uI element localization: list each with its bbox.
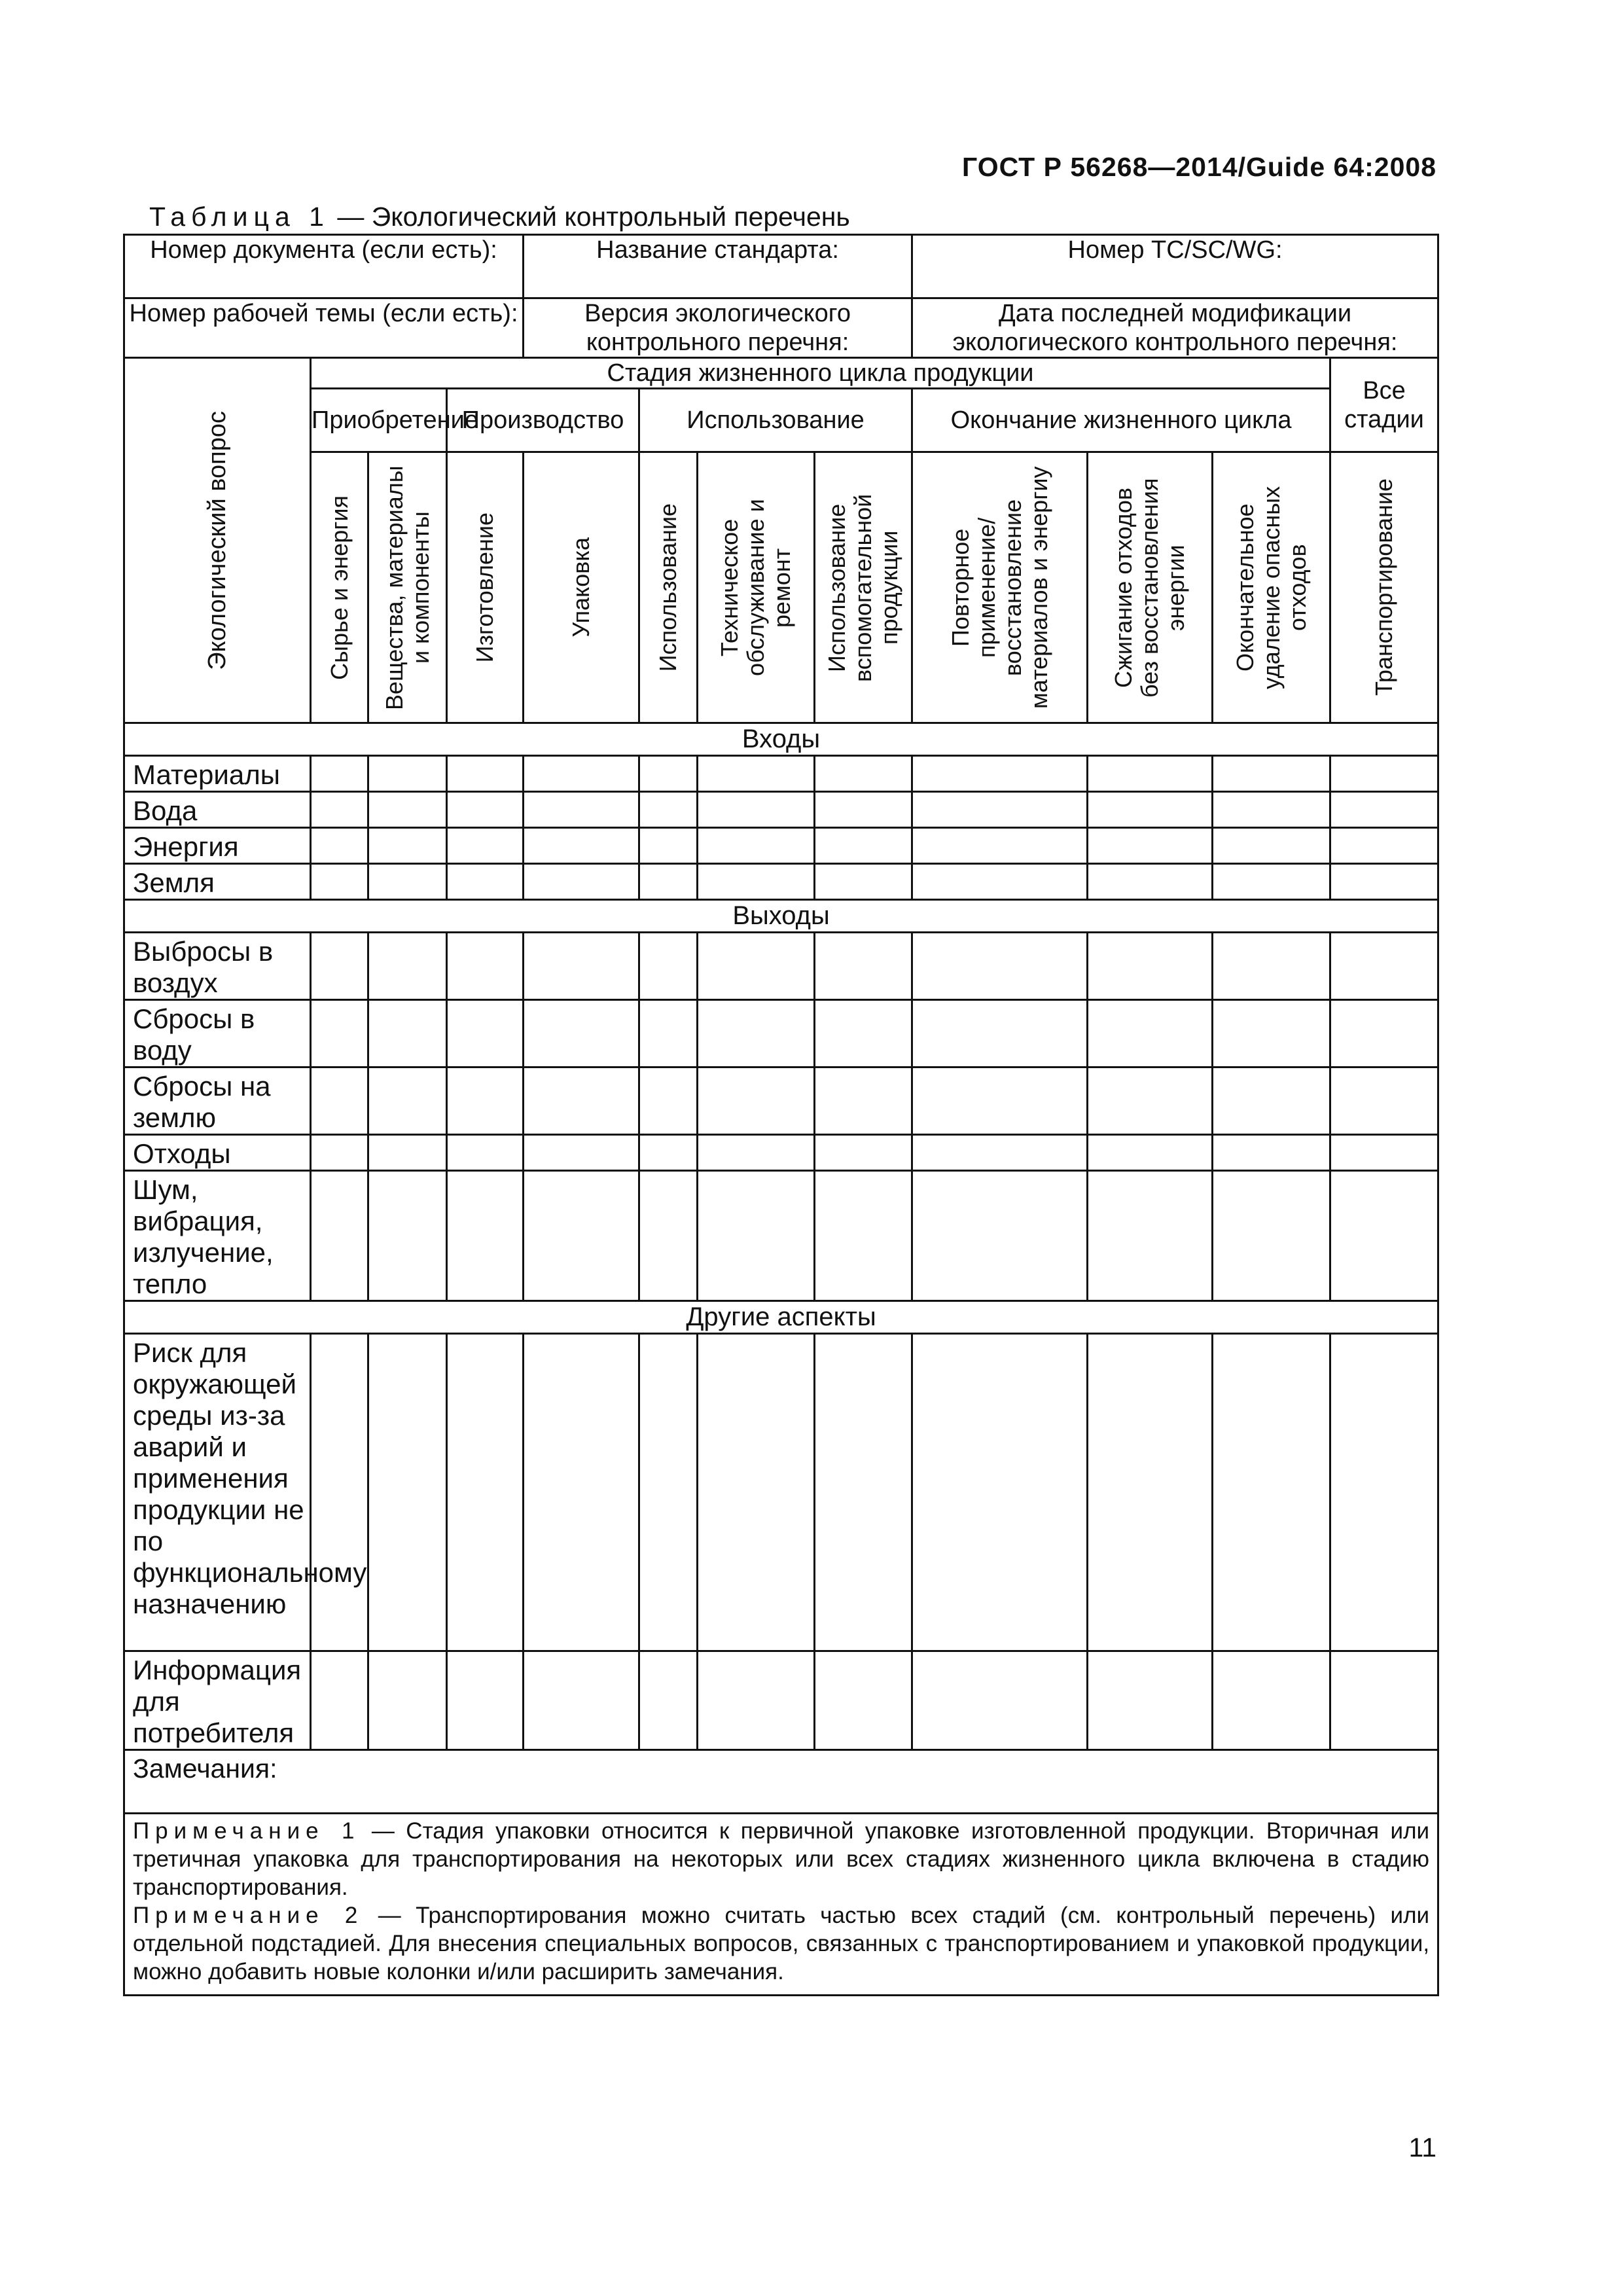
table-cell[interactable] bbox=[447, 1135, 524, 1171]
subcol-reuse bbox=[912, 452, 1088, 723]
row-label-materials: Материалы bbox=[124, 756, 311, 792]
table-cell[interactable] bbox=[1330, 1067, 1438, 1135]
table-cell[interactable] bbox=[311, 1135, 368, 1171]
table-cell[interactable] bbox=[815, 828, 912, 864]
table-cell[interactable] bbox=[1213, 1171, 1330, 1301]
table-cell[interactable] bbox=[1213, 1651, 1330, 1750]
note-1 bbox=[133, 1817, 1429, 1901]
table-cell[interactable] bbox=[698, 828, 815, 864]
production-header: Производство bbox=[447, 389, 639, 452]
use-header: Использование bbox=[639, 389, 912, 452]
env-issue-label: Экологический вопрос bbox=[204, 410, 231, 670]
subcol-auxiliary bbox=[815, 452, 912, 723]
table-cell[interactable] bbox=[1330, 1171, 1438, 1301]
table-cell[interactable] bbox=[447, 933, 524, 1000]
table-cell[interactable] bbox=[912, 1334, 1088, 1651]
table-cell[interactable] bbox=[1088, 1067, 1213, 1135]
checklist-version-cell: Версия экологического контрольного перечня: bbox=[524, 298, 912, 358]
table-cell[interactable] bbox=[524, 1171, 639, 1301]
table-cell[interactable] bbox=[912, 756, 1088, 792]
table-cell[interactable] bbox=[639, 828, 698, 864]
table-cell[interactable] bbox=[698, 1135, 815, 1171]
table-cell[interactable] bbox=[698, 1651, 815, 1750]
table-cell[interactable] bbox=[311, 792, 368, 828]
table-cell[interactable] bbox=[698, 792, 815, 828]
table-cell[interactable] bbox=[311, 756, 368, 792]
tc-number-cell: Номер TC/SC/WG: bbox=[912, 235, 1438, 298]
table-cell[interactable] bbox=[815, 1135, 912, 1171]
table-cell[interactable] bbox=[311, 1171, 368, 1301]
table-cell[interactable] bbox=[1330, 756, 1438, 792]
environmental-checklist-table bbox=[123, 234, 1439, 1996]
table-cell[interactable] bbox=[1088, 864, 1213, 900]
table-cell[interactable] bbox=[311, 828, 368, 864]
table-cell[interactable] bbox=[368, 933, 447, 1000]
table-cell[interactable] bbox=[311, 1000, 368, 1067]
table-cell[interactable] bbox=[815, 1171, 912, 1301]
table-cell[interactable] bbox=[1213, 1334, 1330, 1651]
table-cell[interactable] bbox=[639, 864, 698, 900]
table-cell[interactable] bbox=[447, 756, 524, 792]
table-cell[interactable] bbox=[524, 1334, 639, 1651]
lifecycle-header: Стадия жизненного цикла продукции bbox=[311, 358, 1330, 389]
table-cell[interactable] bbox=[912, 792, 1088, 828]
table-cell[interactable] bbox=[912, 1000, 1088, 1067]
table-cell[interactable] bbox=[368, 1334, 447, 1651]
subcol-label: Сжигание отходов без восстановления энергии bbox=[1110, 477, 1190, 698]
table-cell[interactable] bbox=[639, 1334, 698, 1651]
table-cell[interactable] bbox=[368, 864, 447, 900]
table-caption-prefix: Таблица 1 bbox=[149, 202, 330, 232]
section-other-aspects: Другие аспекты bbox=[124, 1301, 1438, 1334]
table-cell[interactable] bbox=[368, 756, 447, 792]
subcol-packaging bbox=[524, 452, 639, 723]
table-cell[interactable] bbox=[368, 1135, 447, 1171]
table-cell[interactable] bbox=[698, 933, 815, 1000]
subcol-label: Повторное применение/восстановление материалов и энергиу bbox=[946, 466, 1052, 709]
subcol-label: Транспортирование bbox=[1370, 478, 1398, 696]
table-cell[interactable] bbox=[698, 1000, 815, 1067]
table-cell[interactable] bbox=[639, 1171, 698, 1301]
table-cell[interactable] bbox=[698, 756, 815, 792]
table-cell[interactable] bbox=[447, 864, 524, 900]
table-cell[interactable] bbox=[639, 1135, 698, 1171]
table-cell[interactable] bbox=[912, 828, 1088, 864]
last-modified-cell: Дата последней модификации экологического контрольного перечня: bbox=[912, 298, 1438, 358]
notes-cell bbox=[124, 1814, 1438, 1996]
table-cell[interactable] bbox=[1213, 864, 1330, 900]
table-cell[interactable] bbox=[639, 756, 698, 792]
note-2 bbox=[133, 1901, 1429, 1986]
subcol-label: Техническое обслуживание и ремонт bbox=[716, 499, 796, 676]
section-outputs: Выходы bbox=[124, 900, 1438, 933]
table-cell[interactable] bbox=[1330, 1000, 1438, 1067]
table-cell[interactable] bbox=[368, 792, 447, 828]
subcol-maintenance bbox=[698, 452, 815, 723]
subcol-use bbox=[639, 452, 698, 723]
subcol-raw-materials bbox=[311, 452, 368, 723]
table-caption bbox=[149, 202, 850, 232]
table-cell[interactable] bbox=[1088, 933, 1213, 1000]
table-cell[interactable] bbox=[639, 792, 698, 828]
table-cell[interactable] bbox=[447, 1067, 524, 1135]
table-cell[interactable] bbox=[1088, 756, 1213, 792]
table-cell[interactable] bbox=[1330, 792, 1438, 828]
subcol-label: Сырье и энергия bbox=[325, 495, 353, 680]
row-label-waste: Отходы bbox=[124, 1135, 311, 1171]
document-header: ГОСТ Р 56268—2014/Guide 64:2008 bbox=[962, 152, 1436, 182]
table-cell[interactable] bbox=[815, 933, 912, 1000]
table-cell[interactable] bbox=[1088, 1171, 1213, 1301]
row-label-land: Земля bbox=[124, 864, 311, 900]
table-cell[interactable] bbox=[447, 1334, 524, 1651]
table-cell[interactable] bbox=[815, 1334, 912, 1651]
table-cell[interactable] bbox=[1088, 828, 1213, 864]
table-cell[interactable] bbox=[815, 1651, 912, 1750]
table-cell[interactable] bbox=[524, 1651, 639, 1750]
note-label: Примечание 1 bbox=[133, 1818, 361, 1844]
table-caption-title: — Экологический контрольный перечень bbox=[337, 202, 850, 232]
acquisition-header: Приобретение bbox=[311, 389, 447, 452]
table-cell[interactable] bbox=[639, 933, 698, 1000]
page-number: 11 bbox=[1408, 2132, 1436, 2162]
table-cell[interactable] bbox=[368, 828, 447, 864]
table-cell[interactable] bbox=[698, 864, 815, 900]
table-cell[interactable] bbox=[1213, 756, 1330, 792]
table-cell[interactable] bbox=[524, 1000, 639, 1067]
table-cell[interactable] bbox=[912, 1135, 1088, 1171]
row-label-accident-risk: Риск для окружающей среды из-за аварий и применения продукции не по функциональному назначению bbox=[124, 1334, 311, 1651]
env-issue-header bbox=[124, 358, 311, 723]
table-cell[interactable] bbox=[639, 1651, 698, 1750]
subcol-substances bbox=[368, 452, 447, 723]
table-cell[interactable] bbox=[524, 1135, 639, 1171]
row-label-energy: Энергия bbox=[124, 828, 311, 864]
table-cell[interactable] bbox=[698, 1171, 815, 1301]
table-cell[interactable] bbox=[1088, 1651, 1213, 1750]
subcol-label: Использование bbox=[654, 503, 682, 672]
table-cell[interactable] bbox=[311, 933, 368, 1000]
table-cell[interactable] bbox=[1213, 1000, 1330, 1067]
subcol-label: Упаковка bbox=[567, 537, 595, 637]
table-cell[interactable] bbox=[912, 933, 1088, 1000]
row-label-air-emissions: Выбросы в воздух bbox=[124, 933, 311, 1000]
table-cell[interactable] bbox=[368, 1000, 447, 1067]
table-cell[interactable] bbox=[639, 1067, 698, 1135]
note-text: — Стадия упаковки относится к первичной упаковке изготовленной продукции. Вторичная или третичная упаковка для транспортирования на некоторых или всех стадиях жизненного цикла включена в стадию транспортирования. bbox=[133, 1818, 1430, 1900]
note-label: Примечание 2 bbox=[133, 1903, 364, 1928]
table-cell[interactable] bbox=[1330, 1651, 1438, 1750]
table-cell[interactable] bbox=[524, 864, 639, 900]
table-cell[interactable] bbox=[815, 756, 912, 792]
subcol-label: Окончательное удаление опасных отходов bbox=[1231, 486, 1311, 689]
row-label-water: Вода bbox=[124, 792, 311, 828]
table-cell[interactable] bbox=[1088, 1334, 1213, 1651]
table-cell[interactable] bbox=[912, 864, 1088, 900]
table-cell[interactable] bbox=[1088, 1000, 1213, 1067]
subcol-final-disposal bbox=[1213, 452, 1330, 723]
subcol-label: Изготовление bbox=[471, 512, 499, 663]
table-cell[interactable] bbox=[1330, 1334, 1438, 1651]
table-cell[interactable] bbox=[447, 828, 524, 864]
table-cell[interactable] bbox=[1213, 1135, 1330, 1171]
table-cell[interactable] bbox=[524, 1067, 639, 1135]
table-cell[interactable] bbox=[815, 792, 912, 828]
note-text: — Транспортирования можно считать частью всех стадий (см. контрольный перечень) или отдельной подстадией. Для внесения специальных вопросов, связанных с транспортированием и упаковкой продукции, можно добавить новые колонки и/или расширить замечания. bbox=[133, 1903, 1430, 1984]
table-cell[interactable] bbox=[368, 1171, 447, 1301]
table-cell[interactable] bbox=[815, 1067, 912, 1135]
table-cell[interactable] bbox=[368, 1651, 447, 1750]
table-cell[interactable] bbox=[698, 1067, 815, 1135]
table-cell[interactable] bbox=[912, 1171, 1088, 1301]
table-cell[interactable] bbox=[1213, 792, 1330, 828]
subcol-incineration bbox=[1088, 452, 1213, 723]
table-cell[interactable] bbox=[311, 1067, 368, 1135]
remarks-label: Замечания: bbox=[133, 1753, 277, 1784]
table-cell[interactable] bbox=[698, 1334, 815, 1651]
table-cell[interactable] bbox=[311, 1334, 368, 1651]
end-of-life-header: Окончание жизненного цикла bbox=[912, 389, 1330, 452]
table-cell[interactable] bbox=[912, 1067, 1088, 1135]
standard-name-cell: Название стандарта: bbox=[524, 235, 912, 298]
subcol-label: Использование вспомогательной продукции bbox=[823, 493, 903, 682]
all-stages-header: Все стадии bbox=[1330, 358, 1438, 452]
table-cell[interactable] bbox=[447, 1171, 524, 1301]
table-cell[interactable] bbox=[368, 1067, 447, 1135]
row-label-land-discharge: Сбросы на землю bbox=[124, 1067, 311, 1135]
table-cell[interactable] bbox=[815, 1000, 912, 1067]
table-cell[interactable] bbox=[1213, 1067, 1330, 1135]
table-cell[interactable] bbox=[1088, 1135, 1213, 1171]
table-cell[interactable] bbox=[912, 1651, 1088, 1750]
subcol-transport bbox=[1330, 452, 1438, 723]
subcol-manufacturing bbox=[447, 452, 524, 723]
remarks-field[interactable] bbox=[124, 1750, 1438, 1814]
table-cell[interactable] bbox=[311, 864, 368, 900]
subcol-label: Вещества, материалы и компоненты bbox=[380, 465, 434, 710]
table-cell[interactable] bbox=[815, 864, 912, 900]
table-cell[interactable] bbox=[447, 1651, 524, 1750]
table-cell[interactable] bbox=[1330, 828, 1438, 864]
table-cell[interactable] bbox=[447, 1000, 524, 1067]
table-cell[interactable] bbox=[1330, 933, 1438, 1000]
row-label-consumer-info: Информация для потребителя bbox=[124, 1651, 311, 1750]
work-item-cell: Номер рабочей темы (если есть): bbox=[124, 298, 524, 358]
table-cell[interactable] bbox=[524, 792, 639, 828]
table-cell[interactable] bbox=[1330, 864, 1438, 900]
section-inputs: Входы bbox=[124, 723, 1438, 756]
table-cell[interactable] bbox=[447, 792, 524, 828]
row-label-noise: Шум, вибрация, излучение, тепло bbox=[124, 1171, 311, 1301]
table-cell[interactable] bbox=[1330, 1135, 1438, 1171]
table-cell[interactable] bbox=[524, 828, 639, 864]
table-cell[interactable] bbox=[1213, 828, 1330, 864]
table-cell[interactable] bbox=[311, 1651, 368, 1750]
table-cell[interactable] bbox=[1213, 933, 1330, 1000]
doc-number-cell: Номер документа (если есть): bbox=[124, 235, 524, 298]
table-cell[interactable] bbox=[524, 933, 639, 1000]
row-label-water-discharge: Сбросы в воду bbox=[124, 1000, 311, 1067]
table-cell[interactable] bbox=[639, 1000, 698, 1067]
table-cell[interactable] bbox=[1088, 792, 1213, 828]
table-cell[interactable] bbox=[524, 756, 639, 792]
